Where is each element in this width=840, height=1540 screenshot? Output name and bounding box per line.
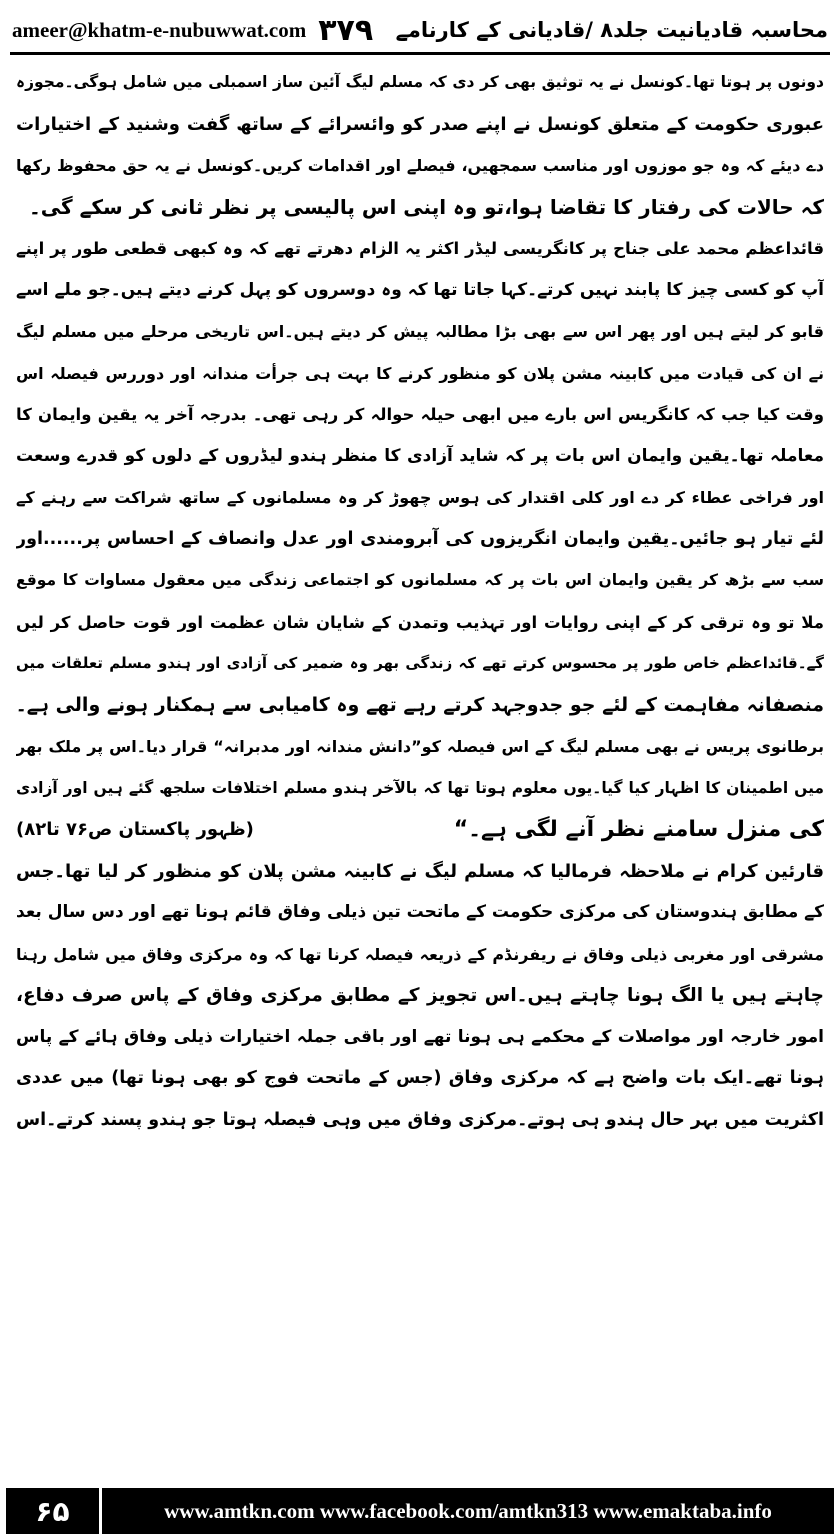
text-line: قائداعظم محمد علی جناح پر کانگریسی لیڈر اکثر یہ الزام دھرتے تھے کہ وہ کبھی قطعی طور پر اپنے <box>16 239 824 258</box>
text-line: معاملہ تھا۔یقین وایمان اس بات پر کہ شاید آزادی کا منظر ہندو لیڈروں کے دلوں کو قدرے وسعت <box>16 445 824 466</box>
header-page-number: ۳۷۹ <box>318 12 374 48</box>
text-line: آپ کو کسی چیز کا پابند نہیں کرتے۔کہا جاتا تھا کہ وہ دوسروں کو پہل کرنے دیتے ہیں۔جو ملے اسے <box>16 279 824 300</box>
footer-page-number: ۶۵ <box>6 1488 102 1534</box>
body-text <box>16 62 824 1141</box>
text-line: عبوری حکومت کے متعلق کونسل نے اپنے صدر کو وائسرائے کے ساتھ گفت وشنید کے اختیارات <box>16 113 824 135</box>
header-title: محاسبہ قادیانیت جلد۸ /قادیانی کے کارنامے <box>395 18 828 42</box>
text-line: دے دیئے کہ وہ جو موزوں اور مناسب سمجھیں، فیصلے اور اقدامات کریں۔کونسل نے یہ حق محفوظ رکھا <box>16 156 824 175</box>
text-line: نے ان کی قیادت میں کابینہ مشن پلان کو منظور کرنے کا بہت ہی جرأت مندانہ اور دوررس فیصلہ اس <box>16 363 824 383</box>
page-footer <box>6 1488 834 1534</box>
text-line: قابو کر لیتے ہیں اور پھر اس سے بھی بڑا مطالبہ پیش کر دیتے ہیں۔اس تاریخی مرحلے میں مسلم لیگ <box>16 322 824 341</box>
text-line: اور فراخی عطاء کر دے اور کلی اقتدار کی ہوس چھوڑ کر وہ مسلمانوں کے ساتھ شراکت سے رہنے کے <box>16 488 824 507</box>
text-line: برطانوی پریس نے بھی مسلم لیگ کے اس فیصلہ کو”دانش مندانہ اور مدبرانہ“ قرار دیا۔اس پر ملک بھر <box>16 737 824 756</box>
text-line: دونوں پر ہوتا تھا۔کونسل نے یہ توثیق بھی کر دی کہ مسلم لیگ آئین ساز اسمبلی میں شامل ہوگی۔مجوزہ <box>16 73 824 91</box>
text-line: منصفانہ مفاہمت کے لئے جو جدوجہد کرتے رہے تھے وہ کامیابی سے ہمکنار ہونے والی ہے۔ <box>16 693 824 716</box>
page-header <box>12 10 828 50</box>
text-line: سب سے بڑھ کر یقین وایمان اس بات پر کہ مسلمانوں کو اجتماعی زندگی میں معقول مساوات کا موقع <box>16 571 824 589</box>
text-line: گے۔قائداعظم خاص طور پر محسوس کرتے تھے کہ زندگی بھر وہ ضمیر کی آزادی اور ہندو مسلم تعلقات میں <box>16 654 824 672</box>
header-email: ameer@khatm-e-nubuwwat.com <box>12 17 307 42</box>
text-line: وقت کیا جب کہ کانگریس اس بارے میں ابھی حیلہ حوالہ کر رہی تھی۔ بدرجہ آخر یہ یقین وایمان کا <box>16 405 824 424</box>
text-line: کہ حالات کی رفتار کا تقاضا ہوا،تو وہ اپنی اس پالیسی پر نظر ثانی کر سکے گی۔ <box>29 194 824 219</box>
text-line: میں اطمینان کا اظہار کیا گیا۔یوں معلوم ہوتا تھا کہ بالآخر ہندو مسلم اختلافات سلجھ گئے ہیں اور آزادی <box>16 778 824 797</box>
header-left <box>12 13 373 48</box>
text-line: لئے تیار ہو جائیں۔یقین وایمان انگریزوں کی آبرومندی اور عدل وانصاف کے احساس پر......اور <box>16 528 824 549</box>
text-line: اکثریت میں بہر حال ہندو ہی ہوتے۔مرکزی وفاق میں وہی فیصلہ ہوتا جو ہندو پسند کرتے۔اس <box>16 1109 824 1130</box>
text-line-with-citation <box>16 809 824 851</box>
citation: (ظہور پاکستان ص۷۶ تا۸۲) <box>16 819 254 840</box>
text-line: چاہتے ہیں یا الگ ہونا چاہتے ہیں۔اس تجویز کے مطابق مرکزی وفاق کے پاس صرف دفاع، <box>16 985 824 1006</box>
text-line: کی منزل سامنے نظر آنے لگی ہے۔“ <box>453 817 824 842</box>
text-line: کے مطابق ہندوستان کی مرکزی حکومت کے ماتحت تین ذیلی وفاق قائم ہونا تھے اور دس سال بعد <box>16 902 824 922</box>
text-line: امور خارجہ اور مواصلات کے محکمے ہی ہونا تھے اور باقی جملہ اختیارات ذیلی وفاق ہائے کے پاس <box>16 1026 824 1047</box>
text-line: مشرقی اور مغربی ذیلی وفاق نے ریفرنڈم کے ذریعہ فیصلہ کرنا تھا کہ وہ مرکزی وفاق میں شامل رہنا <box>16 944 824 964</box>
header-divider <box>10 52 830 55</box>
footer-links: www.amtkn.com www.facebook.com/amtkn313 www.emaktaba.info <box>164 1498 772 1523</box>
text-line: ملا تو وہ ترقی کر کے اپنی روایات اور تہذیب وتمدن کے شایان شان عظمت اور قوت حاصل کر لیں <box>16 612 824 632</box>
text-line: قارئین کرام نے ملاحظہ فرمالیا کہ مسلم لیگ نے کابینہ مشن پلان کو منظور کر لیا تھا۔جس <box>16 860 824 882</box>
text-line: ہونا تھے۔ایک بات واضح ہے کہ مرکزی وفاق (جس کے ماتحت فوج کو بھی ہونا تھا) میں عددی <box>16 1068 824 1088</box>
